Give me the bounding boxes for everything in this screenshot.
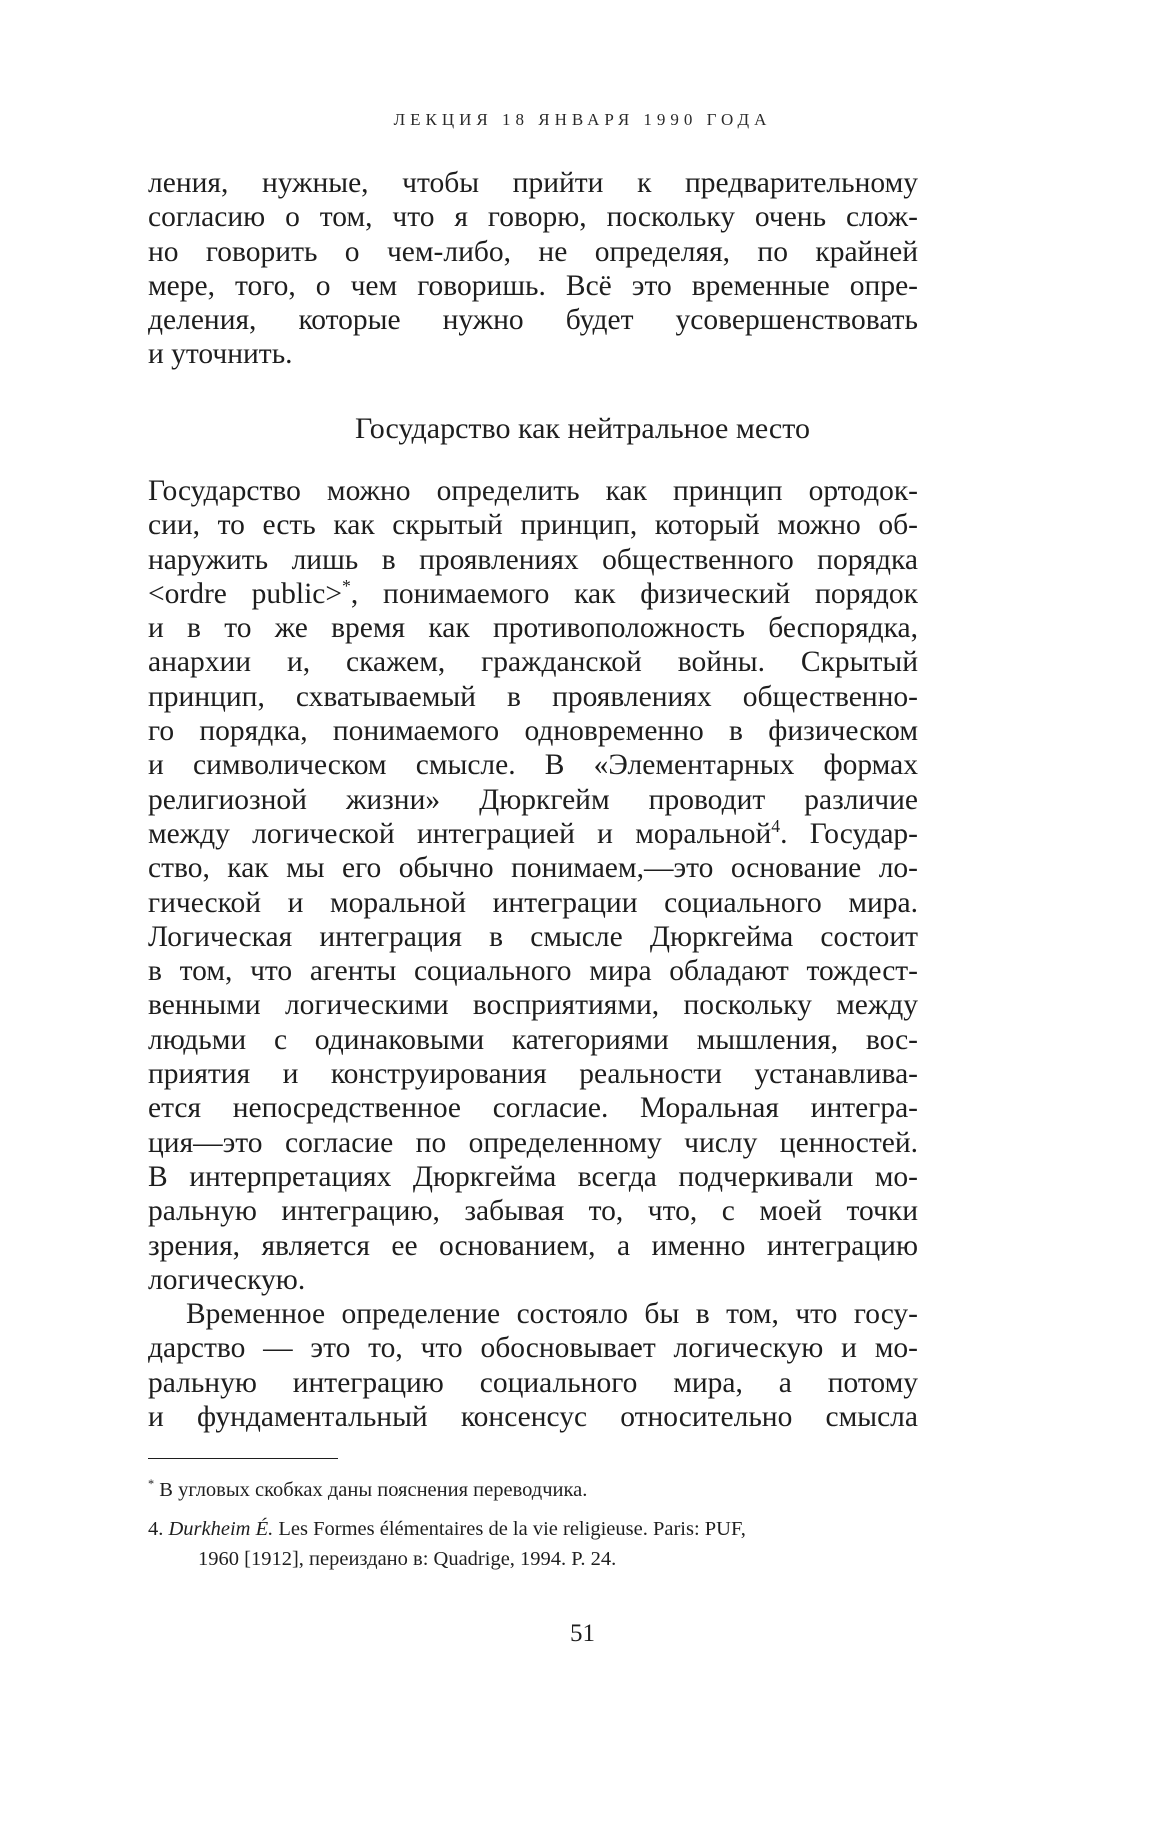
text-line: и уточнить. [148,338,293,371]
text-line-start: между логической интеграцией и моральной [148,817,772,850]
text-line: ральную интеграцию, забывая то, что, с моей точки [148,1195,918,1228]
text-line: в том, что агенты социального мира обладают тождест- [148,955,918,988]
footnote-author: Durkheim É. [168,1518,274,1540]
text-line: ления, нужные, чтобы прийти к предварительному [148,167,918,199]
text-line: религиозной жизни» Дюркгейм проводит различие [148,783,918,816]
text-line: Временное определение состояло бы в том, что госу- [186,1298,918,1331]
text-line: деления, которые нужно будет усовершенствовать [148,304,918,337]
text-line: но говорить о чем-либо, не определяя, по крайней [148,235,918,268]
footnote-text-continuation: 1960 [1912], переиздано в: Quadrige, 1994. P. 24. [198,1548,617,1570]
text-line: гической и моральной интеграции социального мира. [148,886,918,919]
page-number: 51 [570,1620,595,1647]
text-line: венными логическими восприятиями, поскольку между [148,989,918,1022]
text-line: дарство — это то, что обосновывает логическую и мо- [148,1332,918,1365]
text-line-rest: . Государ- [780,817,918,850]
section-heading: Государство как нейтральное место [355,412,810,445]
footnote-4 [148,1514,918,1574]
text-line: и символическом смысле. В «Элементарных формах [148,749,918,782]
text-line: и фундаментальный консенсус относительно смысла [148,1401,918,1434]
footnote-ref-4[interactable]: 4 [771,816,781,837]
text-line: логическую. [148,1263,306,1296]
text-line: ция—это согласие по определенному числу ценностей. [148,1126,918,1159]
footnote-mark: * [148,1477,155,1492]
text-line: ральную интеграцию социального мира, а потому [148,1366,918,1399]
text-line: го порядка, понимаемого одновременно в физическом [148,715,918,748]
footnote-ref-star[interactable]: * [342,576,351,597]
running-head: ЛЕКЦИЯ 18 ЯНВАРЯ 1990 ГОДА [393,110,772,129]
text-line: Логическая интеграция в смысле Дюркгейма состоит [148,920,918,953]
footnote-star [148,1475,918,1505]
text-line: приятия и конструирования реальности устанавлива- [148,1058,918,1091]
text-line: мере, того, о чем говоришь. Всё это временные опре- [148,269,918,302]
text-line: сии, то есть как скрытый принцип, который можно об- [148,509,918,542]
section-body [148,474,918,1434]
text-line: анархии и, скажем, гражданской войны. Скрытый [148,646,918,679]
footnote-number: 4. [148,1518,164,1540]
text-line [148,817,918,851]
text-line-rest: , понимаемого как физический порядок [350,577,918,610]
footnote-text: В угловых скобках даны пояснения переводчика. [159,1479,588,1501]
text-line: Государство можно определить как принцип ортодок- [148,475,918,507]
text-line: В интерпретациях Дюркгейма всегда подчеркивали мо- [148,1160,918,1193]
text-line: наружить лишь в проявлениях общественного порядка [148,543,918,576]
text-line: зрения, является ее основанием, а именно интеграцию [148,1229,918,1262]
text-line: согласию о том, что я говорю, поскольку очень слож- [148,201,918,234]
text-line: людьми с одинаковыми категориями мышления, вос- [148,1023,918,1056]
intro-paragraph [148,166,918,372]
text-line: и в то же время как противоположность беспорядка, [148,612,918,645]
text-line: принцип, схватываемый в проявлениях общественно- [148,680,918,713]
text-line [148,577,918,611]
text-line: ется непосредственное согласие. Моральная интегра- [148,1092,918,1125]
footnote-divider [148,1458,338,1459]
footnote-text: Les Formes élémentaires de la vie religieuse. Paris: PUF, [278,1518,746,1540]
ordre-public-term: <ordre public> [148,577,343,610]
text-line: ство, как мы его обычно понимаем,—это основание ло- [148,852,918,885]
